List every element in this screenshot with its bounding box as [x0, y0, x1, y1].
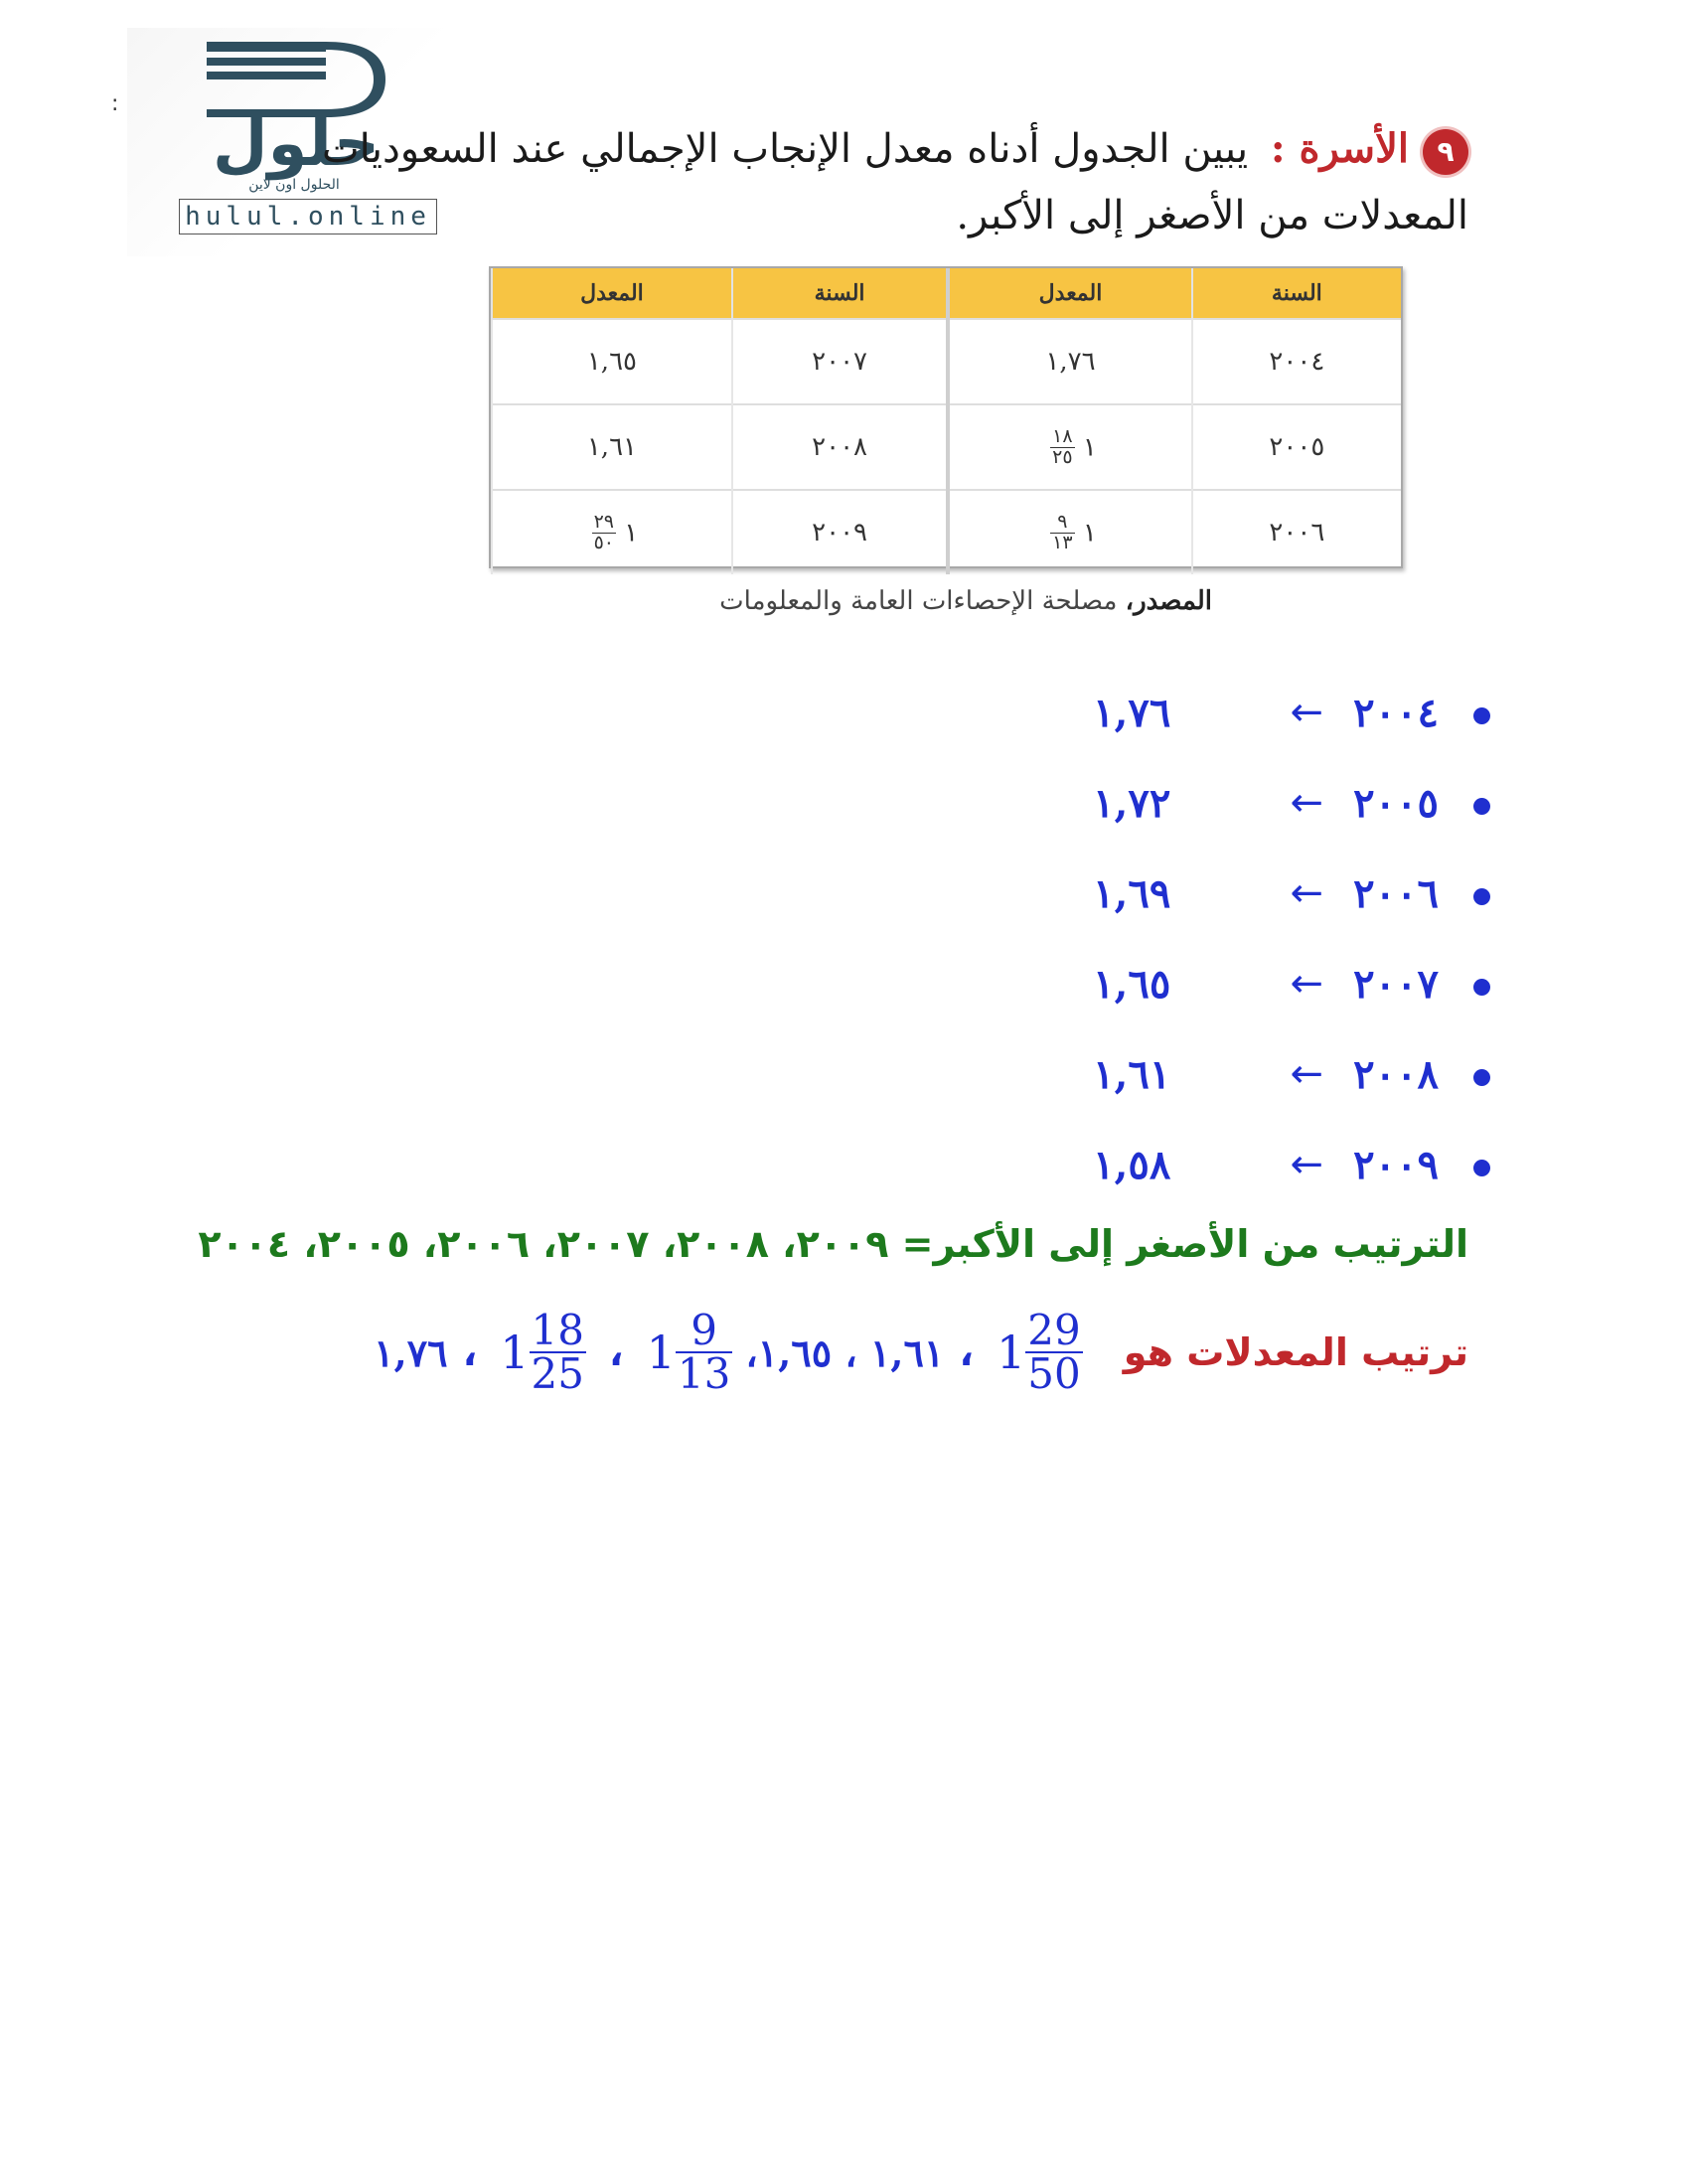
table-header-year-2: السنة — [732, 268, 948, 319]
fraction-denominator: 13 — [677, 1349, 731, 1398]
answer-year: ٢٠٠٩ — [1353, 1142, 1439, 1188]
rates-last-value: ١,٧٦ — [374, 1329, 448, 1375]
answer-list — [1093, 690, 1490, 1232]
separator: ، — [609, 1330, 624, 1374]
answer-value: ١,٧٢ — [1093, 780, 1171, 827]
fraction — [530, 1306, 586, 1398]
fraction-numerator: 9 — [676, 1310, 732, 1353]
answer-value: ١,٧٦ — [1093, 690, 1171, 736]
list-item — [1093, 1142, 1490, 1232]
fraction — [1050, 510, 1074, 553]
logo-subtitle: الحلول اون لاين — [248, 177, 340, 193]
table-cell-rate-fraction — [948, 404, 1191, 490]
table-cell-year: ٢٠٠٧ — [732, 319, 948, 404]
list-item — [1093, 870, 1490, 961]
stray-mark: : — [111, 91, 119, 116]
order-line — [177, 1222, 1468, 1266]
fraction-denominator: ٢٥ — [1052, 445, 1073, 468]
arrow-left-icon: ← — [1290, 961, 1323, 1007]
fraction-numerator: ٩ — [1050, 513, 1074, 534]
table-header-rate-1: المعدل — [948, 268, 1191, 319]
arrow-left-icon: ← — [1290, 780, 1323, 826]
arrow-left-icon: ← — [1290, 690, 1323, 735]
rates-table — [491, 268, 1401, 574]
mixed-whole: 1 — [996, 1326, 1026, 1379]
mixed-whole: 1 — [500, 1326, 530, 1379]
table-cell-rate: ١,٧٦ — [948, 319, 1191, 404]
question-line-1 — [322, 117, 1468, 181]
table-cell-year: ٢٠٠٥ — [1192, 404, 1401, 490]
answer-value: ١,٦١ — [1093, 1051, 1171, 1098]
table-cell-rate-fraction — [948, 490, 1191, 574]
fraction — [592, 510, 616, 553]
question-number-badge: ٩ — [1423, 129, 1468, 175]
fraction — [1050, 424, 1074, 468]
rates-table-frame — [489, 266, 1403, 568]
fraction-denominator: ١٣ — [1052, 531, 1073, 553]
bullet-icon — [1473, 707, 1490, 724]
table-cell-rate: ١,٦١ — [492, 404, 732, 490]
fraction-numerator: 29 — [1027, 1306, 1081, 1354]
bullet-icon — [1473, 979, 1490, 996]
table-row — [492, 319, 1401, 404]
answer-year: ٢٠٠٨ — [1353, 1051, 1439, 1098]
list-item — [1093, 690, 1490, 780]
fraction-whole: ١ — [1082, 432, 1097, 462]
table-cell-year: ٢٠٠٤ — [1192, 319, 1401, 404]
fraction — [676, 1306, 732, 1398]
answer-year: ٢٠٠٤ — [1353, 690, 1439, 736]
question-title: الأسرة : — [1270, 125, 1409, 172]
table-header-year-1: السنة — [1192, 268, 1401, 319]
table-row — [492, 404, 1401, 490]
table-cell-rate: ١,٦٥ — [492, 319, 732, 404]
logo-arabic-text: حلول — [213, 107, 380, 181]
fraction-numerator: ٢٩ — [593, 510, 615, 533]
question-block — [322, 117, 1468, 250]
answer-year: ٢٠٠٦ — [1353, 870, 1439, 917]
fraction-numerator: ١٨ — [1052, 424, 1073, 447]
bullet-icon — [1473, 1160, 1490, 1176]
bullet-icon — [1473, 888, 1490, 905]
question-text-1: يبين الجدول أدناه معدل الإنجاب الإجمالي عند السعوديات — [322, 126, 1249, 172]
source-label: المصدر، — [1125, 586, 1212, 616]
arrow-left-icon: ← — [1290, 1051, 1323, 1097]
fraction-denominator: 25 — [531, 1349, 584, 1398]
fraction — [1025, 1306, 1082, 1398]
logo-site-name: hulul.online — [179, 199, 437, 234]
answer-year: ٢٠٠٥ — [1353, 780, 1439, 827]
order-label: الترتيب من الأصغر إلى الأكبر= — [901, 1222, 1468, 1266]
answer-value: ١,٦٥ — [1093, 961, 1171, 1008]
answer-year: ٢٠٠٧ — [1353, 961, 1439, 1008]
question-line-2: المعدلات من الأصغر إلى الأكبر. — [956, 193, 1468, 238]
table-row — [492, 490, 1401, 574]
bullet-icon — [1473, 798, 1490, 815]
rates-order-line — [217, 1306, 1468, 1409]
order-years: ٢٠٠٩، ٢٠٠٨، ٢٠٠٧، ٢٠٠٦، ٢٠٠٥، ٢٠٠٤ — [198, 1222, 889, 1266]
answer-value: ١,٦٩ — [1093, 870, 1171, 917]
source-text: مصلحة الإحصاءات العامة والمعلومات — [719, 586, 1118, 616]
bullet-icon — [1473, 1069, 1490, 1086]
separator: ، — [462, 1330, 478, 1374]
mixed-whole: 1 — [646, 1326, 676, 1379]
table-source — [497, 586, 1212, 616]
table-cell-year: ٢٠٠٨ — [732, 404, 948, 490]
table-header-row — [492, 268, 1401, 319]
arrow-left-icon: ← — [1290, 1142, 1323, 1187]
answer-value: ١,٥٨ — [1093, 1142, 1171, 1188]
list-item — [1093, 780, 1490, 870]
fraction-whole: ١ — [1082, 518, 1097, 547]
mixed-fraction — [500, 1306, 586, 1398]
table-cell-year: ٢٠٠٩ — [732, 490, 948, 574]
table-header-rate-2: المعدل — [492, 268, 732, 319]
arrow-left-icon: ← — [1290, 870, 1323, 916]
list-item — [1093, 961, 1490, 1051]
rates-label: ترتيب المعدلات هو — [1123, 1330, 1468, 1374]
fraction-denominator: 50 — [1027, 1349, 1081, 1398]
table-cell-rate-fraction — [492, 490, 732, 574]
separator: ، — [959, 1330, 974, 1374]
fraction-denominator: ٥٠ — [593, 531, 615, 553]
mixed-fraction — [646, 1306, 733, 1398]
rates-plain-values: ١,٦١ ، ١,٦٥، — [745, 1329, 945, 1375]
fraction-numerator: 18 — [531, 1306, 584, 1354]
table-cell-year: ٢٠٠٦ — [1192, 490, 1401, 574]
mixed-fraction — [996, 1306, 1083, 1398]
list-item — [1093, 1051, 1490, 1142]
fraction-whole: ١ — [624, 518, 639, 547]
